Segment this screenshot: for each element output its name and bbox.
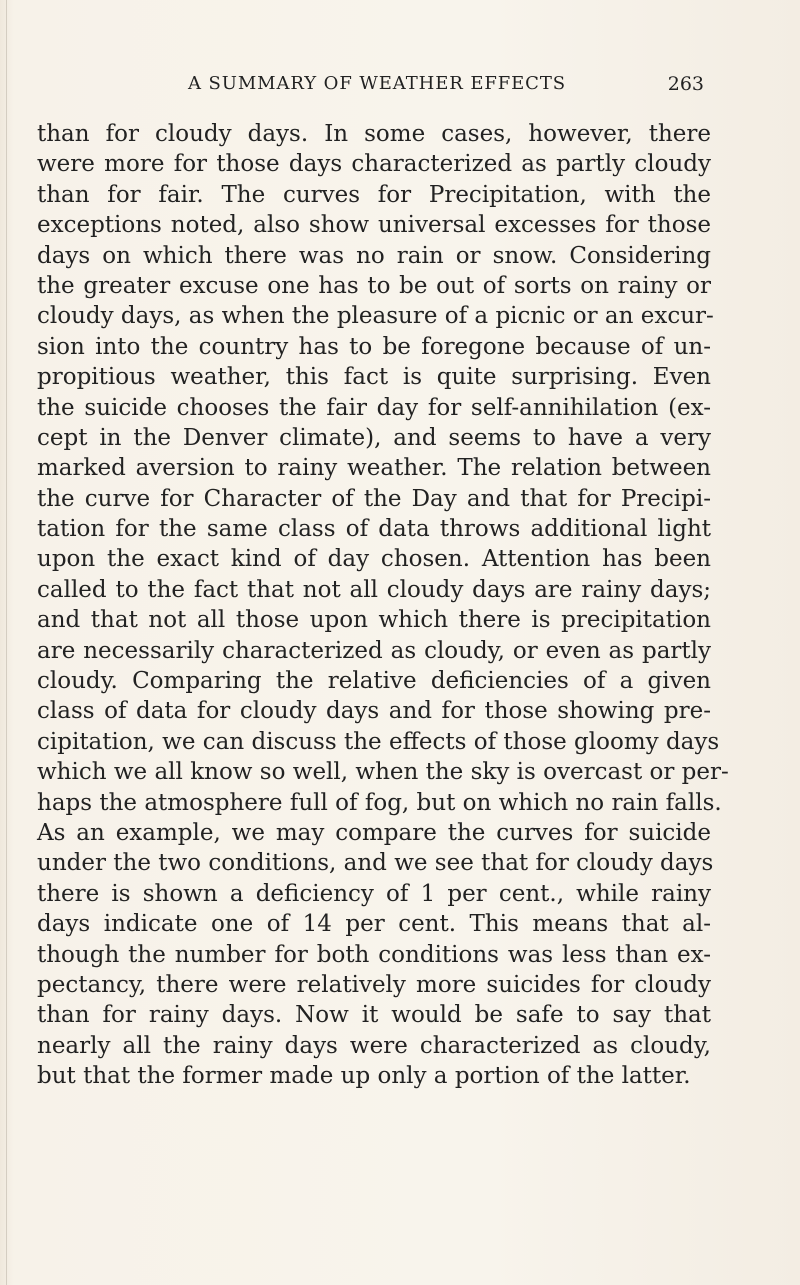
- text-line: cloudy. Comparing the relative deficiencies of a given: [37, 668, 711, 695]
- text-line: cept in the Denver climate), and seems to have a very: [37, 424, 711, 451]
- text-line: days on which there was no rain or snow. Considering: [37, 242, 711, 269]
- text-line: pectancy, there were relatively more suicides for cloudy: [37, 971, 711, 998]
- text-line: the greater excuse one has to be out of sorts on rainy or: [37, 272, 711, 299]
- text-line: than for rainy days. Now it would be safe to say that: [37, 1002, 711, 1029]
- text-line: sion into the country has to be foregone because of un-: [37, 333, 711, 360]
- text-line: propitious weather, this fact is quite surprising. Even: [37, 364, 711, 391]
- text-line: which we all know so well, when the sky is overcast or per-: [37, 759, 729, 786]
- text-line: haps the atmosphere full of fog, but on which no rain falls.: [37, 789, 722, 816]
- text-line: but that the former made up only a portion of the latter.: [37, 1063, 691, 1090]
- text-line: there is shown a deficiency of 1 per cent., while rainy: [37, 880, 711, 907]
- text-line: upon the exact kind of day chosen. Attention has been: [37, 546, 711, 573]
- text-line: the curve for Character of the Day and that for Precipi-: [37, 485, 711, 512]
- text-line: cipitation, we can discuss the effects of those gloomy days: [37, 728, 720, 755]
- text-line: called to the fact that not all cloudy days are rainy days;: [37, 576, 711, 603]
- page-number: 263: [667, 73, 704, 95]
- text-line: tation for the same class of data throws additional light: [37, 516, 711, 543]
- text-line: days indicate one of 14 per cent. This means that al-: [37, 911, 711, 938]
- text-line: are necessarily characterized as cloudy, or even as partly: [37, 637, 711, 664]
- text-line: marked aversion to rainy weather. The relation between: [37, 455, 711, 482]
- page-header: [0, 73, 800, 103]
- text-line: and that not all those upon which there is precipitation: [37, 607, 711, 634]
- running-title: A SUMMARY OF WEATHER EFFECTS: [188, 73, 566, 94]
- text-line: though the number for both conditions was less than ex-: [37, 941, 711, 968]
- text-line: exceptions noted, also show universal excesses for those: [37, 212, 711, 239]
- text-line: the suicide chooses the fair day for self-annihilation (ex-: [37, 394, 711, 421]
- body-paragraph: [37, 119, 729, 1092]
- text-line: cloudy days, as when the pleasure of a picnic or an excur-: [37, 303, 714, 330]
- text-line: were more for those days characterized as partly cloudy: [37, 151, 711, 178]
- text-line: As an example, we may compare the curves for suicide: [37, 819, 711, 846]
- text-line: than for fair. The curves for Precipitation, with the: [37, 181, 711, 208]
- text-line: under the two conditions, and we see that for cloudy days: [37, 850, 714, 877]
- page-gutter-edge: [6, 0, 7, 1285]
- text-line: nearly all the rainy days were characterized as cloudy,: [37, 1032, 711, 1059]
- text-line: class of data for cloudy days and for those showing pre-: [37, 698, 711, 725]
- text-line: than for cloudy days. In some cases, however, there: [37, 121, 711, 147]
